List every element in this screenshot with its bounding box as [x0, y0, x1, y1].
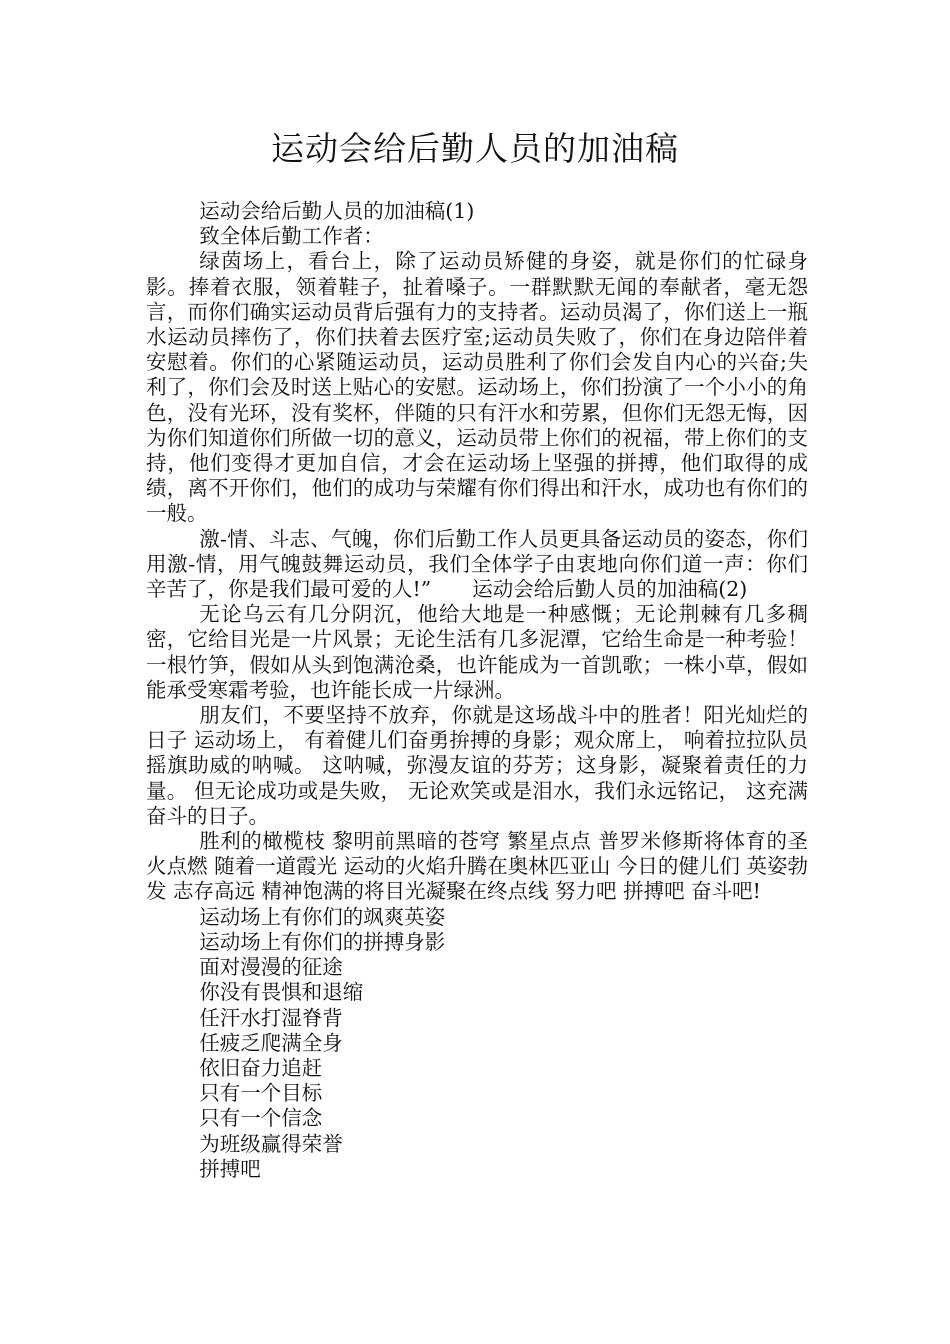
body-paragraph: 朋友们，不要坚持不放弃，你就是这场战斗中的胜者！阳光灿烂的日子 运动场上， 有着健儿们奋勇拚搏的身影；观众席上， 响着拉拉队员摇旗助威的呐喊。 这呐喊，弥漫友谊的芬芳；这身影，凝聚着责任的力量。 但无论成功或是失败， 无论欢笑或是泪水，我们永远铭记， 这充满奋斗的日子。	[146, 703, 808, 828]
body-paragraph: 胜利的橄榄枝 黎明前黑暗的苍穹 繁星点点 普罗米修斯将体育的圣火点燃 随着一道霞光 运动的火焰升腾在奥林匹亚山 今日的健儿们 英姿勃发 志存高远 精神饱满的将目光凝聚在终点线 努力吧 拼搏吧 奋斗吧!	[146, 829, 808, 904]
poem-line: 运动场上有你们的拼搏身影	[199, 929, 446, 954]
poem-line: 任汗水打湿脊背	[199, 1005, 343, 1030]
poem-line: 拼搏吧	[199, 1156, 261, 1181]
poem-line: 只有一个信念	[199, 1106, 323, 1131]
poem-line: 只有一个目标	[199, 1081, 323, 1106]
document-title: 运动会给后勤人员的加油稿	[271, 129, 679, 168]
poem-line: 运动场上有你们的飒爽英姿	[199, 904, 446, 929]
subtitle-1: 运动会给后勤人员的加油稿(1)	[199, 199, 475, 223]
body-paragraph: 绿茵场上，看台上，除了运动员矫健的身姿，就是你们的忙碌身影。捧着衣服，领着鞋子，扯着嗓子。一群默默无闻的奉献者，毫无怨言，而你们确实运动员背后强有力的支持者。运动员渴了，你们送上一瓶水运动员摔伤了，你们扶着去医疗室;运动员失败了，你们在身边陪伴着安慰着。你们的心紧随运动员，运动员胜利了你们会发自内心的兴奋;失利了，你们会及时送上贴心的安慰。运动场上，你们扮演了一个小小的角色，没有光环，没有奖杯，伴随的只有汗水和劳累，但你们无怨无悔，因为你们知道你们所做一切的意义，运动员带上你们的祝福，带上你们的支持，他们变得才更加自信，才会在运动场上坚强的拼搏，他们取得的成绩，离不开你们，他们的成功与荣耀有你们得出和汗水，成功也有你们的一般。	[146, 249, 808, 526]
salutation: 致全体后勤工作者：	[199, 224, 384, 249]
poem-line: 为班级赢得荣誉	[199, 1131, 343, 1156]
body-paragraph: 无论乌云有几分阴沉，他给大地是一种感慨；无论荆棘有几多稠密，它给目光是一片风景；无论生活有几多泥潭，它给生命是一种考验！一根竹笋，假如从头到饱满沧桑，也许能成为一首凯歌；一株小草，假如能承受寒霜考验，也许能长成一片绿洲。	[146, 602, 808, 702]
poem-line: 依旧奋力追赶	[199, 1055, 323, 1080]
poem-line: 任疲乏爬满全身	[199, 1030, 343, 1055]
body-paragraph: 激-情、斗志、气魄，你们后勤工作人员更具备运动员的姿态，你们用激-情，用气魄鼓舞运动员，我们全体学子由衷地向你们道一声：你们辛苦了，你是我们最可爱的人!” 运动会给后勤人员的加油稿(2)	[146, 526, 808, 602]
document-body	[146, 199, 808, 1182]
poem-line: 你没有畏惧和退缩	[199, 980, 364, 1005]
poem-line: 面对漫漫的征途	[199, 955, 343, 980]
